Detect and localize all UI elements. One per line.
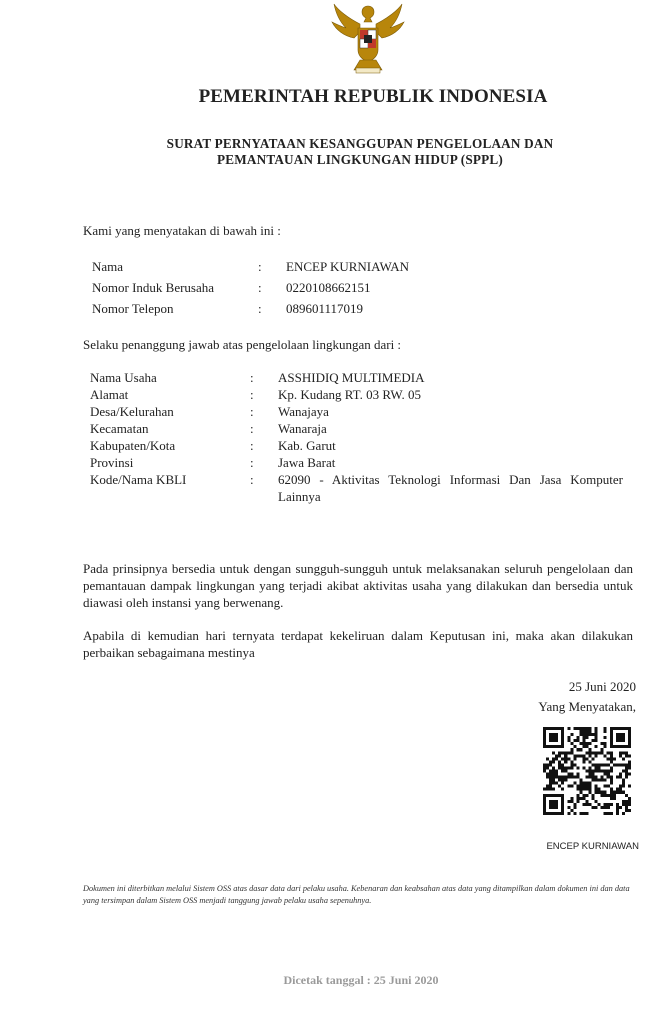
- field-value: Wanajaya: [278, 404, 329, 419]
- field-colon: :: [250, 421, 254, 436]
- responsible-intro: Selaku penanggung jawab atas pengelolaan lingkungan dari :: [83, 337, 402, 352]
- field-colon: :: [250, 404, 254, 419]
- field-colon: :: [258, 301, 262, 316]
- field-value: Jawa Barat: [278, 455, 336, 470]
- declarant-label: Yang Menyatakan,: [538, 699, 636, 714]
- statement-paragraph: Pada prinsipnya bersedia untuk dengan sungguh-sungguh untuk melaksanakan seluruh pengelolaan dan pemantauan dampak lingkungan yang terjadi akibat aktivitas usaha yang dilakukan dan bersedia untuk diawasi oleh instansi yang berwenang.: [83, 561, 633, 610]
- field-label: Alamat: [90, 387, 129, 402]
- field-value: Kp. Kudang RT. 03 RW. 05: [278, 387, 421, 402]
- intro-text: Kami yang menyatakan di bawah ini :: [83, 223, 281, 238]
- field-label: Desa/Kelurahan: [90, 404, 174, 419]
- field-label: Nomor Telepon: [92, 301, 174, 316]
- field-colon: :: [250, 370, 254, 385]
- field-value: ENCEP KURNIAWAN: [286, 259, 410, 274]
- field-label: Kabupaten/Kota: [90, 438, 176, 453]
- garuda-emblem-icon: [330, 2, 406, 78]
- page-title: PEMERINTAH REPUBLIK INDONESIA: [198, 86, 548, 107]
- print-date-footer: Dicetak tanggal : 25 Juni 2020: [283, 973, 439, 987]
- field-label: Kecamatan: [90, 421, 149, 436]
- field-colon: :: [250, 438, 254, 453]
- signature-date: 25 Juni 2020: [568, 679, 636, 694]
- field-colon: :: [258, 280, 262, 295]
- field-value: 62090 - Aktivitas Teknologi Informasi Dan Jasa Komputer Lainnya: [278, 472, 623, 504]
- signer-name: ENCEP KURNIAWAN: [546, 841, 639, 852]
- field-label: Nama: [92, 259, 124, 274]
- field-colon: :: [250, 387, 254, 402]
- field-value: Kab. Garut: [278, 438, 336, 453]
- field-value: ASSHIDIQ MULTIMEDIA: [278, 370, 425, 385]
- qr-code-icon: [543, 727, 631, 815]
- correction-paragraph: Apabila di kemudian hari ternyata terdapat kekeliruan dalam Keputusan ini, maka akan dilakukan perbaikan sebagaimana mestinya: [83, 628, 633, 660]
- field-colon: :: [250, 472, 254, 487]
- field-label: Nomor Induk Berusaha: [92, 280, 215, 295]
- field-label: Provinsi: [90, 455, 134, 470]
- field-value: 0220108662151: [286, 280, 371, 295]
- document-subtitle: [100, 136, 620, 168]
- field-label: Kode/Nama KBLI: [90, 472, 187, 487]
- subtitle-line-1: SURAT PERNYATAAN KESANGGUPAN PENGELOLAAN DAN: [166, 136, 554, 151]
- subtitle-line-2: PEMANTAUAN LINGKUNGAN HIDUP (SPPL): [216, 152, 504, 167]
- field-colon: :: [250, 455, 254, 470]
- field-value: 089601117019: [286, 301, 364, 316]
- field-value: Wanaraja: [278, 421, 327, 436]
- disclaimer-note: Dokumen ini diterbitkan melalui Sistem OSS atas dasar data dari pelaku usaha. Kebenaran dan keabsahan atas data yang ditampilkan dalam dokumen ini dan data yang tersimpan dalam Sistem OSS menjadi tanggung jawab pelaku usaha sepenuhnya.: [83, 884, 630, 905]
- field-label: Nama Usaha: [90, 370, 157, 385]
- field-colon: :: [258, 259, 262, 274]
